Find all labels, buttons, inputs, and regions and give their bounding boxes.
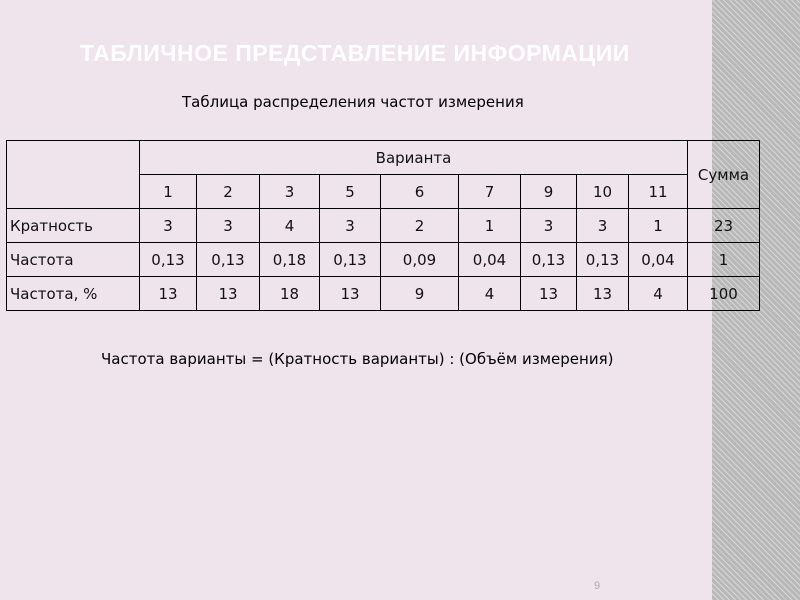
table-header-row xyxy=(7,141,760,175)
table-cell: 0,13 xyxy=(140,243,197,277)
frequency-formula: Частота варианты = (Кратность варианты) : (Объём измерения) xyxy=(101,350,614,368)
table-cell: 13 xyxy=(140,277,197,311)
table-row xyxy=(7,243,760,277)
table-cell: 0,13 xyxy=(320,243,381,277)
table-cell: 4 xyxy=(629,277,688,311)
variant-value: 2 xyxy=(197,175,260,209)
table-cell: 0,04 xyxy=(629,243,688,277)
table-cell: 0,09 xyxy=(381,243,459,277)
sum-header: Сумма xyxy=(688,141,760,209)
table-cell: 13 xyxy=(521,277,577,311)
table-cell: 0,13 xyxy=(521,243,577,277)
variant-value: 9 xyxy=(521,175,577,209)
table-cell: 3 xyxy=(197,209,260,243)
variant-value: 6 xyxy=(381,175,459,209)
table-cell: 0,13 xyxy=(197,243,260,277)
slide-title: ТАБЛИЧНОЕ ПРЕДСТАВЛЕНИЕ ИНФОРМАЦИИ xyxy=(80,40,630,66)
sum-cell: 23 xyxy=(688,209,760,243)
variant-value: 7 xyxy=(459,175,521,209)
table-cell: 3 xyxy=(140,209,197,243)
table-row xyxy=(7,209,760,243)
table-corner-cell xyxy=(7,141,140,209)
table-cell: 4 xyxy=(459,277,521,311)
variant-value: 1 xyxy=(140,175,197,209)
table-cell: 3 xyxy=(320,209,381,243)
table-cell: 13 xyxy=(197,277,260,311)
sum-cell: 100 xyxy=(688,277,760,311)
row-label: Кратность xyxy=(7,209,140,243)
table-cell: 0,13 xyxy=(577,243,629,277)
row-label: Частота, % xyxy=(7,277,140,311)
table-cell: 13 xyxy=(577,277,629,311)
sum-cell: 1 xyxy=(688,243,760,277)
table-cell: 0,18 xyxy=(260,243,320,277)
page-number: 9 xyxy=(594,580,601,592)
table-cell: 4 xyxy=(260,209,320,243)
table-cell: 2 xyxy=(381,209,459,243)
row-label: Частота xyxy=(7,243,140,277)
variant-value: 10 xyxy=(577,175,629,209)
table-cell: 9 xyxy=(381,277,459,311)
variant-value: 5 xyxy=(320,175,381,209)
table-cell: 18 xyxy=(260,277,320,311)
variant-value: 11 xyxy=(629,175,688,209)
table-cell: 1 xyxy=(629,209,688,243)
table-row xyxy=(7,277,760,311)
table-cell: 0,04 xyxy=(459,243,521,277)
table-caption: Таблица распределения частот измерения xyxy=(182,93,524,111)
table-cell: 1 xyxy=(459,209,521,243)
frequency-table xyxy=(6,140,760,311)
table-cell: 3 xyxy=(577,209,629,243)
variant-header: Варианта xyxy=(140,141,688,175)
table-cell: 13 xyxy=(320,277,381,311)
variant-value: 3 xyxy=(260,175,320,209)
table-cell: 3 xyxy=(521,209,577,243)
